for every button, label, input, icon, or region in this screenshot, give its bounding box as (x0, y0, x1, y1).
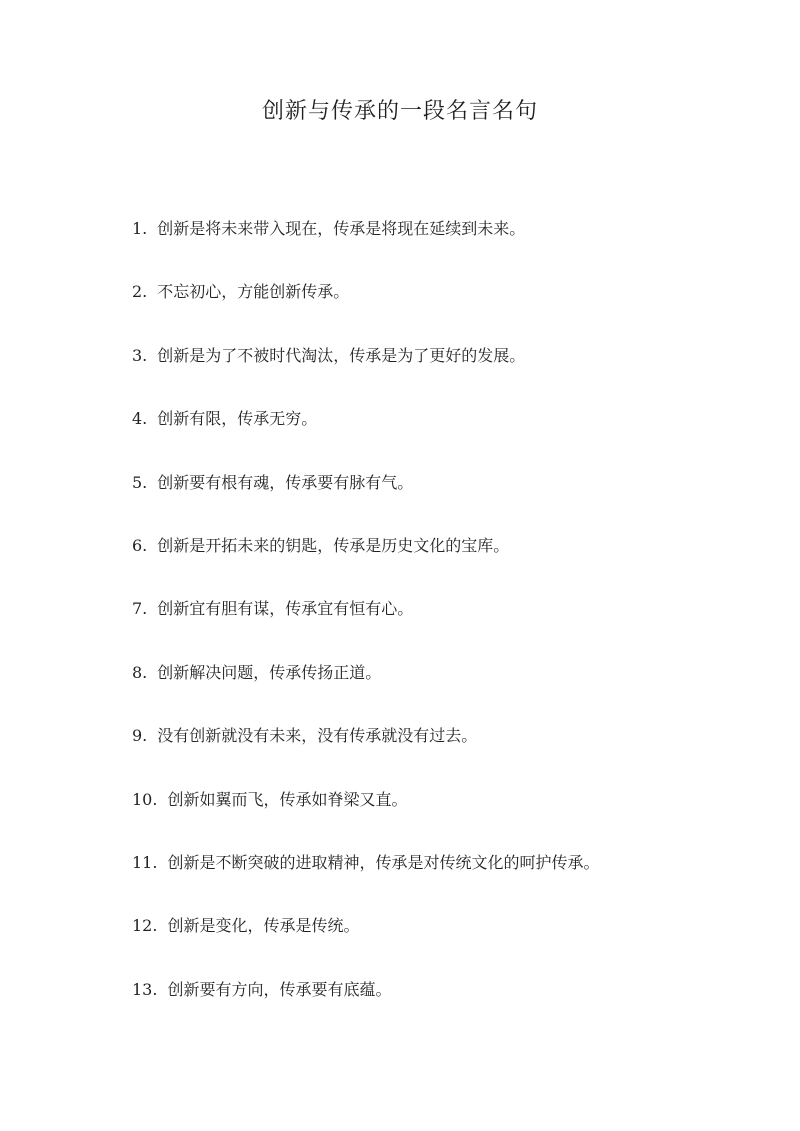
quote-text: 创新如翼而飞，传承如脊梁又直。 (167, 789, 408, 809)
quote-number: 1. (132, 219, 148, 238)
quote-text: 创新要有根有魂，传承要有脉有气。 (157, 472, 414, 492)
quote-item (132, 470, 772, 533)
quote-text: 没有创新就没有未来，没有传承就没有过去。 (157, 726, 478, 746)
quote-item (132, 977, 772, 1040)
quote-item (132, 913, 772, 976)
quote-number: 7. (132, 599, 148, 619)
quote-number: 3. (132, 345, 148, 365)
quote-item (132, 850, 772, 913)
quote-item (132, 406, 772, 469)
quote-item (132, 787, 772, 850)
quote-text: 创新是开拓未来的钥匙，传承是历史文化的宝库。 (157, 535, 510, 555)
quote-number: 10. (132, 789, 158, 809)
quote-text: 创新有限，传承无穷。 (157, 409, 318, 429)
quote-text: 创新解决问题，传承传扬正道。 (157, 662, 382, 682)
quote-number: 4. (132, 409, 148, 429)
quote-item (132, 660, 772, 723)
quote-text: 创新要有方向，传承要有底蕴。 (167, 979, 392, 999)
quote-item (132, 533, 772, 596)
quote-list (132, 216, 772, 1040)
quote-text: 不忘初心，方能创新传承。 (157, 282, 350, 302)
quote-item (132, 279, 772, 342)
quote-item (132, 596, 772, 659)
quote-number: 11. (132, 852, 158, 872)
quote-number: 13. (132, 979, 158, 999)
quote-text: 创新是将未来带入现在，传承是将现在延续到未来。 (157, 219, 526, 238)
quote-item (132, 216, 772, 279)
quote-number: 9. (132, 726, 148, 746)
quote-item (132, 343, 772, 406)
quote-number: 2. (132, 282, 148, 302)
quote-number: 12. (132, 916, 158, 936)
quote-number: 6. (132, 535, 148, 555)
quote-text: 创新是变化，传承是传统。 (167, 916, 360, 936)
quote-number: 5. (132, 472, 148, 492)
document-title: 创新与传承的一段名言名句 (261, 99, 538, 124)
quote-text: 创新宜有胆有谋，传承宜有恒有心。 (157, 599, 414, 619)
quote-text: 创新是为了不被时代淘汰，传承是为了更好的发展。 (157, 345, 526, 365)
quote-item (132, 723, 772, 786)
quote-text: 创新是不断突破的进取精神，传承是对传统文化的呵护传承。 (167, 852, 600, 872)
quote-number: 8. (132, 662, 148, 682)
